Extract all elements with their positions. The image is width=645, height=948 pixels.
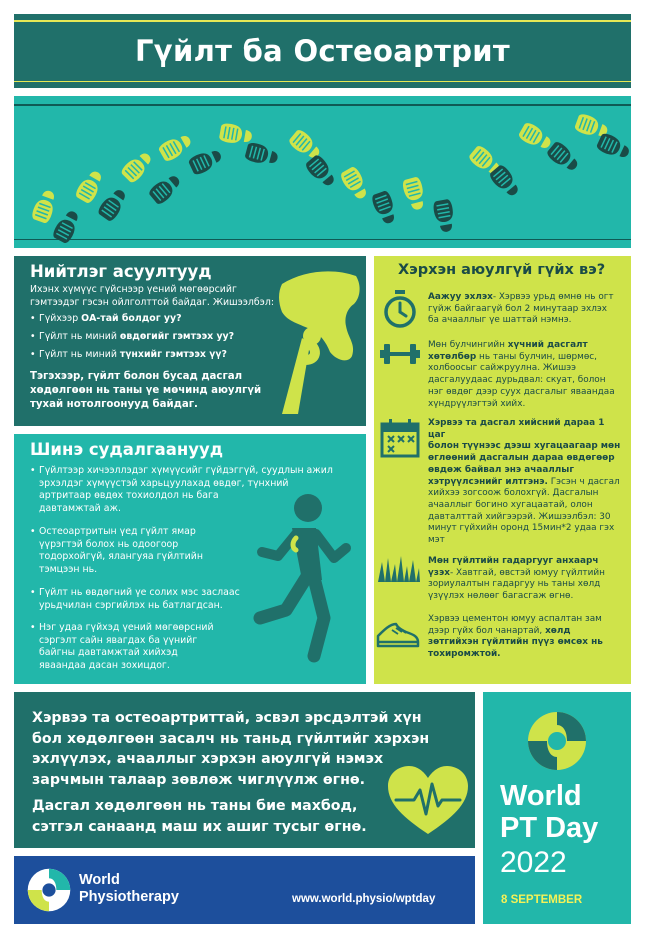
footprint-icon <box>74 168 106 205</box>
footprint-icon <box>545 140 582 175</box>
page-title: Гүйлт ба Остеоартрит <box>134 34 511 68</box>
footprint-icon <box>370 190 399 226</box>
footprint-icon <box>432 199 456 234</box>
divider <box>14 20 631 22</box>
footprint-icon <box>30 188 59 224</box>
safe-item-strength-training: Мөн булчингийн хүчний дасгалт хөтөлбөр нь таны булчин, шөрмөс, холбоосыг сайжруулна. Жишээ дасгалуудаас дурьдвал: скуат, болон нэг өвдөг дээр суух дасгалыг яваандаа хүндрүүлэгтэй хийх. <box>428 340 615 409</box>
running-shoe-icon <box>376 620 420 650</box>
footprint-icon <box>147 171 184 206</box>
runner-icon <box>250 490 350 670</box>
world-pt-day-date: 8 SEPTEMBER <box>501 894 583 906</box>
world-physiotherapy-logo-icon <box>27 868 71 912</box>
general-questions-intro: Ихэнх хүмүүс гүйснээр үений мөгөөрсийг гэмтээдэг гэсэн ойлголттой байдаг. Жишээлбэл: <box>30 284 274 308</box>
footprint-icon <box>96 186 130 223</box>
divider <box>14 81 631 83</box>
safe-item-running-surface: Мөн гүйлтийн гадаргууг анхаарч үзэх- Хавтгай, өвстэй юмуу гүйлтийн зориулалтын гадаргуу нь таны хөлд үзүүлэх нөлөөг багасгаж өгнө. <box>428 556 605 602</box>
footprint-icon <box>304 153 339 190</box>
footprint-icon <box>219 122 254 146</box>
footprint-icon <box>119 149 155 185</box>
footprint-icon <box>187 146 224 176</box>
advice-paragraph: Хэрвээ та остеоартриттай, эсвэл эрсдэлтэй хүн бол хөдөлгөөн засалч нь таньд гүйлтийг хэрхэн эхлүүлэх, ачааллыг хэрхэн аюулгүй нэмэх зарчмын талаар зөвлөж чиглүүлж өгнө. <box>32 710 430 788</box>
footprint-icon <box>244 141 280 167</box>
safe-item-overload-signs: Хэрвээ та дасгал хийсний дараа 1 цаг болон түүнээс дээш хугацаагаар мөн өглөөний дасгалын дараа өвдөгөөр өвдөж байвал энэ ачааллыг хэтрүүлсэнийг илтгэнэ. Гэсэн ч дасгал хийхээ зогсоож болохгүй. Дасгалын ачааллыг богино хугацаатай, олон давталттай хийгээрэй. Жишээлбэл: 30 минут гүйхийн оронд 15мин*2 удаа гэх мэт <box>428 418 621 546</box>
list-item: • Гүйлт нь миний өвдөгийг гэмтээх уу? <box>30 331 234 344</box>
list-item: • Гүйхээр ОА-тай болдог уу? <box>30 313 182 326</box>
calendar-icon <box>380 418 420 458</box>
general-questions-title: Нийтлэг асуултууд <box>30 262 212 281</box>
organization-name: World Physiotherapy <box>79 872 179 905</box>
world-pt-day-year: 2022 <box>500 846 567 879</box>
footprint-icon <box>51 208 83 245</box>
footprint-icon <box>595 132 632 162</box>
list-item: • Гүйлтээр хичээллэдэг хүмүүсийг гүйдэггүй, суудлын ажил эрхэлдэг хүмүүстэй харьцуулахад өвдөг, түнхний артритаар өвдөх тохиолдол нь бага давтамжтай аж. <box>30 465 360 515</box>
footprint-icon <box>157 131 194 163</box>
new-research-title: Шинэ судалгаанууд <box>30 440 224 459</box>
dumbbell-icon <box>380 342 420 366</box>
heart-pulse-icon <box>388 766 468 836</box>
list-item: • Нэг удаа гүйхэд үений мөгөөрсний сэргэлт сайн явагдах ба үүнийг байгны давтамжтай хийхэд яваандаа дасан зохицдог. <box>30 622 250 672</box>
footprint-icon <box>517 121 554 153</box>
safe-running-title: Хэрхэн аюулгүй гүйх вэ? <box>398 262 606 278</box>
advice-benefit: Дасгал хөдөлгөөн нь таны бие махбод, сэтгэл санаанд маш их ашиг тусыг өгнө. <box>32 798 367 835</box>
footprint-icon <box>339 165 371 202</box>
hip-joint-icon <box>274 264 364 414</box>
list-item: • Гүйлт нь өвдөгний үе солих мэс заслаас урьдчилан сэргийлэх нь батлагдсан. <box>30 587 260 612</box>
safe-item-running-shoes: Хэрвээ цементон юмуу аспалтан зам дээр гүйх бол чанартай, хөлд зөтгийхэн гүйлтийн пүүз өмсөх нь тохиромжтой. <box>428 614 603 660</box>
website-link[interactable]: www.world.physio/wptday <box>292 893 436 905</box>
general-questions-conclusion: Тэгэхээр, гүйлт болон бусад дасгал хөдөлгөөн нь таны үе мөчинд аюулгүй тухай нотолгоонууд байдаг. <box>30 371 262 410</box>
safe-item-start-slowly: Аажуу эхлэх- Хэрвээ урьд өмнө нь огт гүйж байгаагүй бол 2 минутаар эхлэх ба ачааллыг үе шаттай нэмнэ. <box>428 292 614 326</box>
world-pt-day-logo <box>527 711 587 771</box>
grass-icon <box>378 554 420 582</box>
world-pt-day-title: World <box>500 780 582 812</box>
footprint-icon <box>401 176 427 212</box>
footprints-illustration <box>14 96 631 248</box>
stopwatch-icon <box>382 290 418 328</box>
list-item: • Остеоартритын үед гүйлт ямар үүрэгтэй болох нь одоогоор тодорхойгүй, ялангуяа гүйлтийн тэмцээн нь. <box>30 526 250 576</box>
list-item: • Гүйлт нь миний түнхийг гэмтээх үү? <box>30 349 227 362</box>
world-pt-day-subtitle: PT Day <box>500 812 599 844</box>
footprints-banner <box>14 96 631 248</box>
title-banner <box>14 14 631 88</box>
